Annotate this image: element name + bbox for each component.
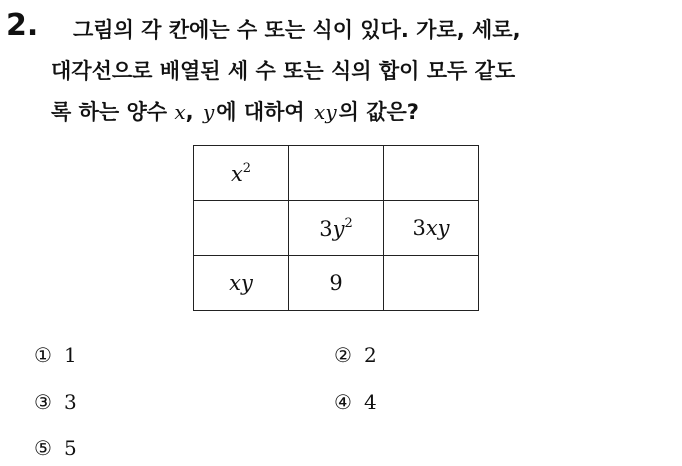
cell-exponent: 2 bbox=[242, 160, 252, 176]
grid-cell-r1c2 bbox=[289, 146, 384, 201]
choice-value: 5 bbox=[63, 436, 77, 460]
variable-x: x bbox=[174, 100, 186, 124]
cell-exponent: 2 bbox=[344, 215, 353, 231]
grid-cell-r3c1 bbox=[194, 256, 289, 311]
grid-cell-r2c3 bbox=[384, 201, 479, 256]
cell-number: 9 bbox=[329, 271, 343, 295]
choice-value: 2 bbox=[363, 343, 377, 367]
choice-marker: ② bbox=[334, 343, 352, 367]
choice-2[interactable] bbox=[334, 343, 377, 367]
grid-cell-r3c2 bbox=[289, 256, 384, 311]
grid-cell-r1c3 bbox=[384, 146, 479, 201]
grid-cell-r1c1 bbox=[194, 146, 289, 201]
grid-row bbox=[194, 146, 479, 201]
cell-coefficient: 3 bbox=[412, 216, 426, 240]
choice-marker: ③ bbox=[34, 390, 52, 414]
cell-base: x bbox=[230, 161, 243, 186]
cell-coefficient: 3 bbox=[319, 216, 333, 241]
grid-cell-r2c1 bbox=[194, 201, 289, 256]
cell-base: xy bbox=[425, 216, 450, 240]
choice-5[interactable] bbox=[34, 436, 77, 460]
stem-comma: , bbox=[185, 100, 194, 124]
choice-marker: ⑤ bbox=[34, 436, 52, 460]
stem-line-3-text-c: 의 값은? bbox=[338, 100, 419, 124]
question-stem bbox=[51, 10, 671, 133]
grid-cell-r3c3 bbox=[384, 256, 479, 311]
variable-xy: xy bbox=[314, 100, 337, 124]
grid-cell-r2c2 bbox=[289, 201, 384, 256]
question-number: 2. bbox=[6, 8, 39, 43]
choice-value: 3 bbox=[63, 390, 77, 414]
choice-1[interactable] bbox=[34, 343, 77, 367]
choice-value: 4 bbox=[363, 390, 377, 414]
variable-y: y bbox=[202, 100, 215, 124]
choice-marker: ④ bbox=[334, 390, 352, 414]
stem-line-3-text-a: 록 하는 양수 bbox=[51, 100, 175, 124]
grid-row bbox=[194, 201, 479, 256]
stem-line-1: 그림의 각 칸에는 수 또는 식이 있다. 가로, 세로, bbox=[73, 18, 521, 42]
stem-line-3-text-b: 에 대하여 bbox=[216, 100, 313, 124]
magic-square-grid bbox=[193, 145, 479, 311]
stem-line-2: 대각선으로 배열된 세 수 또는 식의 합이 모두 같도 bbox=[51, 59, 516, 83]
cell-base: xy bbox=[229, 271, 253, 295]
cell-base: y bbox=[332, 216, 345, 241]
grid-row bbox=[194, 256, 479, 311]
choice-value: 1 bbox=[63, 343, 77, 367]
stem-line-3 bbox=[51, 92, 671, 133]
choice-4[interactable] bbox=[334, 390, 377, 414]
choice-3[interactable] bbox=[34, 390, 77, 414]
choice-marker: ① bbox=[34, 343, 52, 367]
